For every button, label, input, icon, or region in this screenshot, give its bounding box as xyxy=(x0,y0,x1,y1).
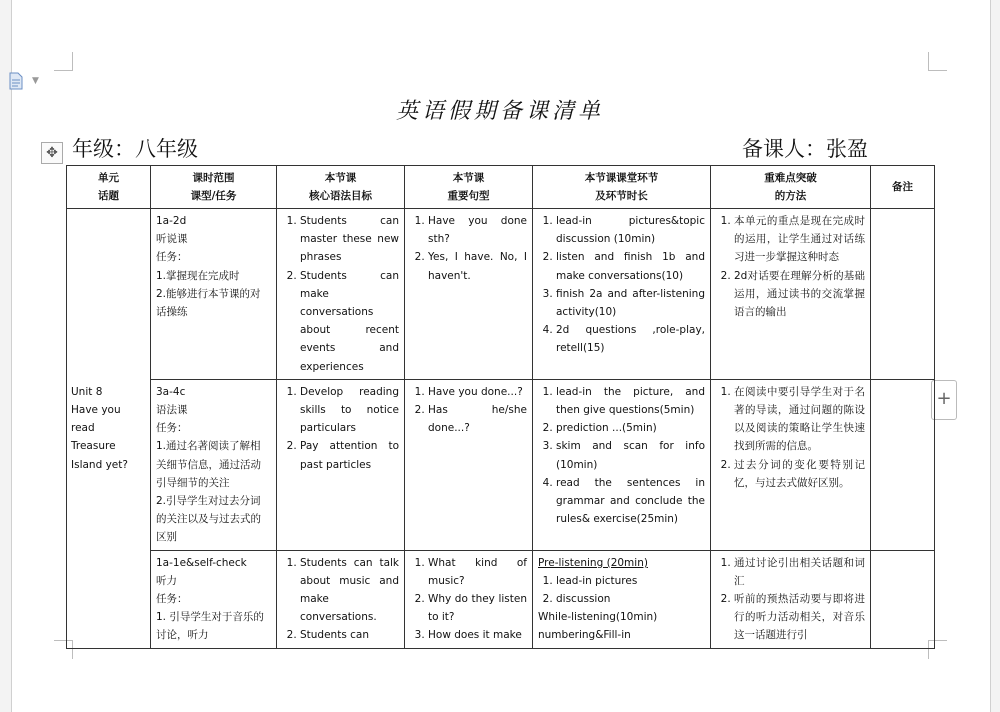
table-move-icon[interactable]: ✥ xyxy=(41,142,63,164)
grammar-cell: 1. Students can master these new phrases 2. Students can make conversations about recent events and experiences xyxy=(277,209,405,380)
table-header-row xyxy=(67,166,935,209)
document-icon[interactable] xyxy=(8,72,24,90)
patterns-cell: 1. What kind of music? 2. Why do they listen to it? 3. How does it make xyxy=(405,550,533,648)
header-cell: 重难点突破 的方法 xyxy=(711,166,871,209)
lesson-plan-table xyxy=(66,165,935,649)
lesson-cell: 1a-2d 听说课 任务： 1.掌握现在完成时 2.能够进行本节课的对话操练 xyxy=(151,209,277,380)
crop-mark xyxy=(54,52,73,71)
methods-cell: 1. 在阅读中要引导学生对于名著的导读，通过问题的陈设以及阅读的策略让学生快速找到所需的信息。 2. 过去分词的变化要特别记忆，与过去式做好区别。 xyxy=(711,379,871,550)
preparer-label: 备课人：张盈 xyxy=(742,137,868,161)
grammar-cell: 1. Students can talk about music and make conversations. 2. Students can xyxy=(277,550,405,648)
methods-cell: 1. 本单元的重点是现在完成时的运用，让学生通过对话练习进一步掌握这种时态 2. 2d对话要在理解分析的基础运用，通过读书的交流掌握语言的输出 xyxy=(711,209,871,380)
header-cell: 本节课 核心语法目标 xyxy=(277,166,405,209)
chevron-down-icon[interactable]: ▼ xyxy=(32,76,39,86)
notes-cell[interactable] xyxy=(871,209,935,380)
table-row xyxy=(67,550,935,648)
header-cell: 本节课 重要句型 xyxy=(405,166,533,209)
crop-mark xyxy=(928,52,947,71)
patterns-cell: 1. Have you done...? 2. Has he/she done...? xyxy=(405,379,533,550)
notes-cell[interactable] xyxy=(871,550,935,648)
header-cell: 课时范围 课型/任务 xyxy=(151,166,277,209)
lesson-cell: 3a-4c 语法课 任务： 1.通过名著阅读了解相关细节信息，通过活动引导细节的关注 2.引导学生对过去分词的关注以及与过去式的区别 xyxy=(151,379,277,550)
table-row xyxy=(67,379,935,550)
unit-cell: Unit 8 Have you read Treasure Island yet? xyxy=(67,209,151,649)
header-cell: 本节课课堂环节 及环节时长 xyxy=(533,166,711,209)
grammar-cell: 1. Develop reading skills to notice particulars 2. Pay attention to past particles xyxy=(277,379,405,550)
steps-cell: Pre-listening (20min) 1. lead-in pictures 2. discussion While-listening(10min) numbering&Fill-in xyxy=(533,550,711,648)
steps-cell: 1. lead-in the picture, and then give questions(5min) 2. prediction ...(5min) 3. skim and scan for info (10min) 4. read the sentences in grammar and conclude the rules& exercise(25min) xyxy=(533,379,711,550)
methods-cell: 1. 通过讨论引出相关话题和词汇 2. 听前的预热活动要与即将进行的听力活动相关，对音乐这一话题进行引 xyxy=(711,550,871,648)
lesson-cell: 1a-1e&self-check 听力 任务： 1. 引导学生对于音乐的讨论，听力 xyxy=(151,550,277,648)
document-title: 英语假期备课清单 xyxy=(395,99,604,124)
grade-label: 年级：八年级 xyxy=(72,137,198,161)
add-column-button[interactable]: + xyxy=(931,380,957,420)
notes-cell[interactable] xyxy=(871,379,935,550)
patterns-cell: 1. Have you done sth? 2. Yes, I have. No, I haven't. xyxy=(405,209,533,380)
steps-cell: 1. lead-in pictures&topic discussion (10min) 2. listen and finish 1b and make conversations(10) 3. finish 2a and after-listening activity(10) 4. 2d questions ,role-play, retell(15) xyxy=(533,209,711,380)
header-cell: 备注 xyxy=(871,166,935,209)
header-cell: 单元 话题 xyxy=(67,166,151,209)
table-row xyxy=(67,209,935,380)
